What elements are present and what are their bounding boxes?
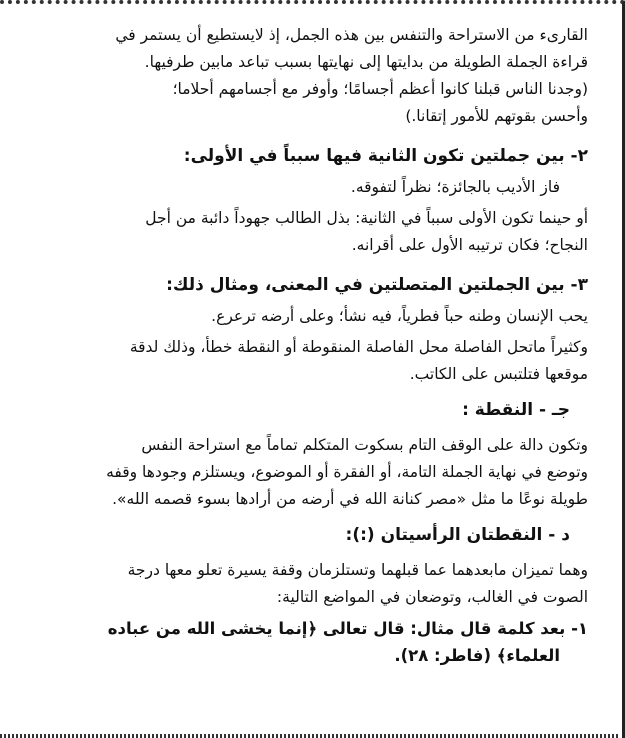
- paragraph-line: النجاح؛ فكان ترتيبه الأول على أقرانه.: [351, 236, 588, 254]
- bottom-divider: [0, 734, 619, 738]
- section-heading-period: جـ - النقطة :: [462, 400, 570, 420]
- list-item-line: ١- بعد كلمة قال مثال: قال تعالى ﴿إنما يخشى الله من عباده: [107, 619, 588, 638]
- example-line: يحب الإنسان وطنه حباً فطرياً، فيه نشأ؛ وعلى أرضه ترعرع.: [211, 307, 588, 325]
- list-item-line: العلماء﴾ (فاطر: ٢٨).: [394, 646, 560, 665]
- quote-line: وأحسن بقوتهم للأمور إتقانا.): [405, 107, 588, 125]
- paragraph-line: أو حينما تكون الأولى سبباً في الثانية: بذل الطالب جهوداً دائبة من أجل: [145, 209, 588, 227]
- section-heading-2: ٢- بين جملتين تكون الثانية فيها سبباً في الأولى:: [183, 146, 588, 166]
- paragraph-line: وتوضع في نهاية الجملة التامة، أو الفقرة أو الموضوع، ويستلزم وجودها وقفه: [106, 463, 588, 481]
- paragraph-line: الصوت في الغالب، وتوضعان في المواضع التالية:: [276, 588, 588, 606]
- paragraph-line: طويلة نوعًا ما مثل «مصر كنانة الله في أرضه من أرادها بسوء قصمه الله».: [112, 490, 588, 508]
- example-line: فاز الأديب بالجائزة؛ نظراً لتفوقه.: [350, 178, 560, 196]
- paragraph-line: قراءة الجملة الطويلة من بدايتها إلى نهايتها بسبب تباعد مابين طرفيها.: [144, 53, 588, 71]
- paragraph-line: القارىء من الاستراحة والتنفس بين هذه الجمل، إذ لايستطيع أن يستمر في: [115, 26, 588, 44]
- paragraph-line: وهما تميزان مابعدهما عما قبلهما وتستلزمان وقفة يسيرة تعلو معها درجة: [127, 561, 588, 579]
- quote-line: (وجدنا الناس قبلنا كانوا أعظم أجسامًا؛ وأوفر مع أجسامهم أحلاما؛: [172, 80, 588, 98]
- paragraph-line: وكثيراً ماتحل الفاصلة محل الفاصلة المنقوطة أو النقطة خطأ، وذلك لدقة: [129, 338, 588, 356]
- section-heading-3: ٣- بين الجملتين المتصلتين في المعنى، ومثال ذلك:: [166, 275, 588, 295]
- paragraph-line: موقعها فتلتبس على الكاتب.: [409, 365, 588, 383]
- section-heading-colon: د - النقطتان الرأسيتان (:):: [345, 525, 570, 545]
- paragraph-line: وتكون دالة على الوقف التام بسكوت المتكلم تماماً مع استراحة النفس: [141, 436, 588, 454]
- document-body: [20, 22, 588, 669]
